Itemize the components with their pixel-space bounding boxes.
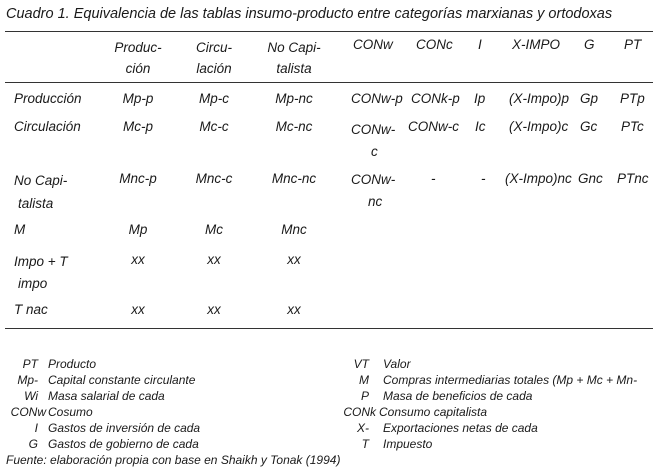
header-circulacion: Circu- lación (196, 40, 232, 76)
cell: Mp-nc (275, 91, 313, 106)
cell: Mp-c (199, 91, 229, 106)
header-rule (5, 82, 653, 83)
header-x-impo: X-IMPO (512, 37, 561, 52)
legend-desc: Producto (48, 357, 97, 371)
cell: Mnc-p (119, 171, 157, 186)
cell: Mc (205, 222, 223, 237)
cell: xx (131, 302, 145, 317)
header-g: G (584, 37, 595, 52)
legend-desc: Gastos de inversión de cada (48, 421, 201, 435)
cell: Gc (580, 119, 598, 134)
cell: CONk-p (411, 91, 460, 106)
legend-abbr: X- (357, 421, 369, 435)
cell: xx (131, 252, 145, 267)
cell: PTnc (617, 171, 649, 186)
cell: Mnc-nc (271, 171, 317, 186)
legend-desc: Gastos de gobierno de cada (48, 437, 199, 451)
cell: CONw- nc (351, 172, 396, 209)
cell: (X-Impo)p (509, 91, 570, 106)
legend-abbr: G (28, 437, 38, 451)
cell: PTp (620, 91, 645, 106)
cell: xx (207, 302, 221, 317)
cell: (X-Impo)nc (505, 171, 572, 186)
legend-desc: Compras intermediarias totales (Mp + Mc + Mn- (383, 373, 638, 387)
cell: Mp-p (122, 91, 154, 106)
legend-abbr: Wi (24, 389, 38, 403)
cell: - (431, 171, 436, 186)
legend-abbr: T (361, 437, 369, 451)
cell: Mc-c (199, 119, 229, 134)
legend-desc: Masa salarial de cada (48, 389, 165, 403)
legend-desc: Valor (383, 357, 411, 371)
cell: Mnc-c (195, 171, 233, 186)
header-pt: PT (624, 37, 642, 52)
cell: Gp (580, 91, 599, 106)
header-i: I (478, 37, 482, 52)
cell: Mp (128, 222, 148, 237)
legend-desc: Consumo capitalista (379, 405, 488, 419)
legend-abbr: PT (22, 357, 38, 371)
row-label-circulacion: Circulación (14, 119, 81, 134)
bottom-rule (5, 328, 653, 329)
legend-abbr: I (34, 421, 38, 435)
legend-abbr: VT (353, 357, 369, 371)
cell: Mnc (281, 222, 307, 237)
legend-abbr: P (360, 389, 369, 403)
legend-desc: Capital constante circulante (48, 373, 196, 387)
row-label-produccion: Producción (14, 91, 82, 106)
row-label-t-nac: T nac (14, 302, 48, 317)
cell: CONw-p (351, 91, 403, 106)
cell: - (481, 171, 486, 186)
legend-desc: Masa de beneficios de cada (383, 389, 533, 403)
legend-abbr: CONk (343, 405, 376, 419)
legend-desc: Cosumo (48, 405, 93, 419)
header-produccion: Produc- ción (114, 40, 162, 76)
row-label-no-capitalista: No Capi- talista (14, 173, 68, 211)
cell: xx (207, 252, 221, 267)
cell: Mc-p (123, 119, 153, 134)
cell: Ic (475, 119, 486, 134)
legend-abbr: CONw (10, 405, 46, 419)
legend-abbr: Mp- (17, 373, 38, 387)
cell: CONw- c (351, 122, 396, 159)
cell: xx (287, 302, 301, 317)
header-conw: CONw (353, 37, 393, 52)
row-label-m: M (14, 222, 26, 237)
table-title: Cuadro 1. Equivalencia de las tablas insumo-producto entre categorías marxianas y ortodoxas (6, 6, 613, 22)
row-label-impo-t: Impo + T impo (14, 254, 68, 291)
legend-desc: Exportaciones netas de cada (383, 421, 538, 435)
header-conc: CONc (416, 37, 453, 52)
header-no-capitalista: No Capi- talista (267, 40, 321, 76)
cell: (X-Impo)c (509, 119, 569, 134)
cell: xx (287, 252, 301, 267)
legend-abbr: M (359, 373, 369, 387)
top-rule (5, 31, 653, 32)
cell: Ip (474, 91, 486, 106)
cell: Mc-nc (275, 119, 313, 134)
cell: PTc (621, 119, 644, 134)
cell: CONw-c (408, 119, 459, 134)
source-note: Fuente: elaboración propia con base en Shaikh y Tonak (1994) (6, 453, 341, 467)
legend-desc: Impuesto (383, 437, 433, 451)
cell: Gnc (578, 171, 603, 186)
